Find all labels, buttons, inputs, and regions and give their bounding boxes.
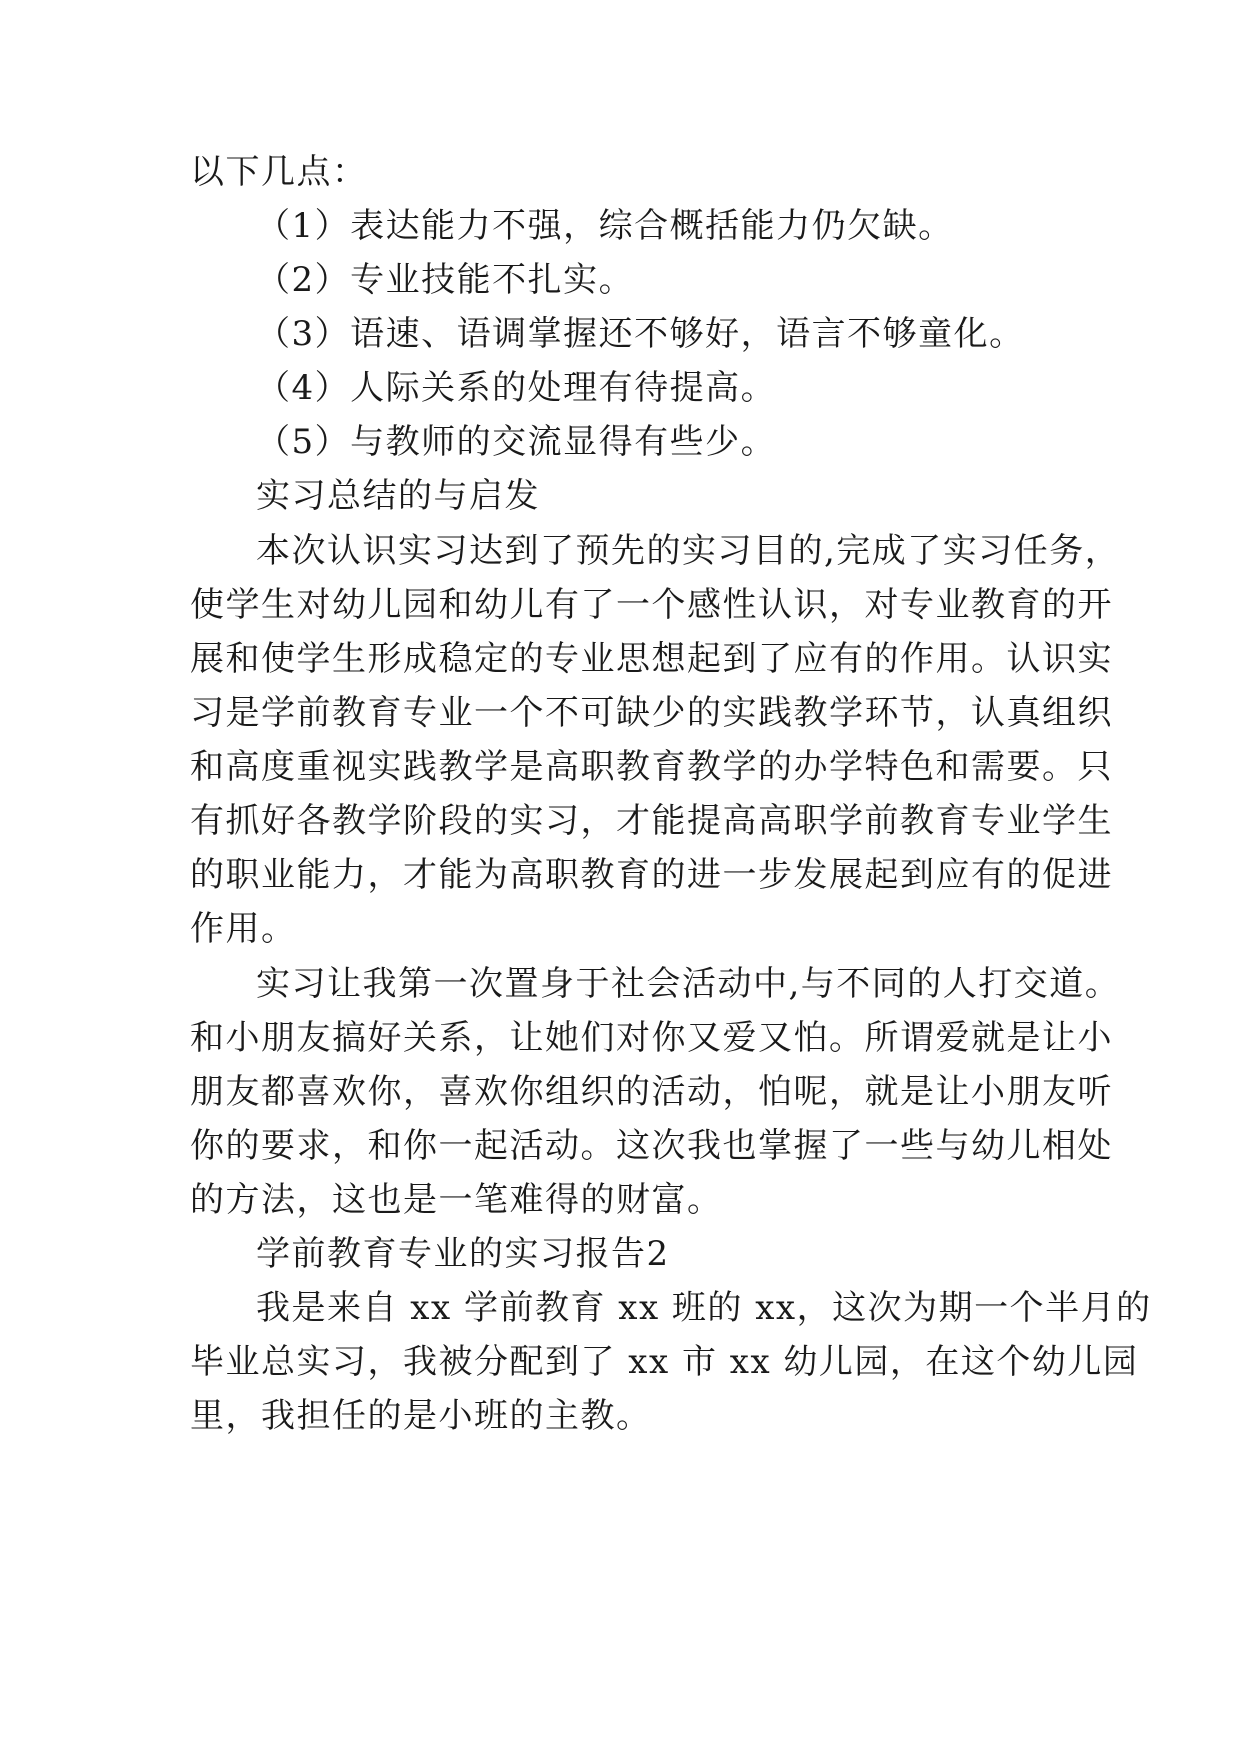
- paragraph-line: 里，我担任的是小班的主教。: [190, 1396, 652, 1436]
- paragraph-line: 和小朋友搞好关系，让她们对你又爱又怕。所谓爱就是让小: [190, 1018, 1113, 1058]
- paragraph-line: 展和使学生形成稳定的专业思想起到了应有的作用。认识实: [190, 639, 1113, 679]
- list-item: （2）专业技能不扎实。: [256, 260, 635, 300]
- list-item: （3）语速、语调掌握还不够好，语言不够童化。: [256, 314, 1025, 354]
- paragraph-line: 我是来自 xx 学前教育 xx 班的 xx，这次为期一个半月的: [256, 1288, 1152, 1328]
- paragraph-line: 毕业总实习，我被分配到了 xx 市 xx 幼儿园，在这个幼儿园: [190, 1342, 1139, 1382]
- paragraph-line: 的职业能力，才能为高职教育的进一步发展起到应有的促进: [190, 855, 1113, 895]
- paragraph-line: 有抓好各教学阶段的实习，才能提高高职学前教育专业学生: [190, 801, 1113, 841]
- paragraph-line: 本次认识实习达到了预先的实习目的,完成了实习任务，: [256, 531, 1121, 571]
- list-item: （4）人际关系的处理有待提高。: [256, 368, 777, 408]
- section-heading: 学前教育专业的实习报告2: [256, 1234, 670, 1274]
- paragraph-line: 习是学前教育专业一个不可缺少的实践教学环节，认真组织: [190, 693, 1113, 733]
- list-item: （5）与教师的交流显得有些少。: [256, 422, 777, 462]
- paragraph-line: 你的要求，和你一起活动。这次我也掌握了一些与幼儿相处: [190, 1126, 1113, 1166]
- paragraph-line: 实习让我第一次置身于社会活动中,与不同的人打交道。: [256, 964, 1121, 1004]
- section-heading: 实习总结的与启发: [256, 476, 540, 516]
- paragraph-line: 使学生对幼儿园和幼儿有了一个感性认识，对专业教育的开: [190, 585, 1113, 625]
- paragraph-line: 的方法，这也是一笔难得的财富。: [190, 1180, 723, 1220]
- text-line: 以下几点：: [190, 152, 368, 192]
- paragraph-line: 作用。: [190, 909, 297, 949]
- paragraph-line: 朋友都喜欢你，喜欢你组织的活动，怕呢，就是让小朋友听: [190, 1072, 1113, 1112]
- paragraph-line: 和高度重视实践教学是高职教育教学的办学特色和需要。只: [190, 747, 1113, 787]
- list-item: （1）表达能力不强，综合概括能力仍欠缺。: [256, 206, 954, 246]
